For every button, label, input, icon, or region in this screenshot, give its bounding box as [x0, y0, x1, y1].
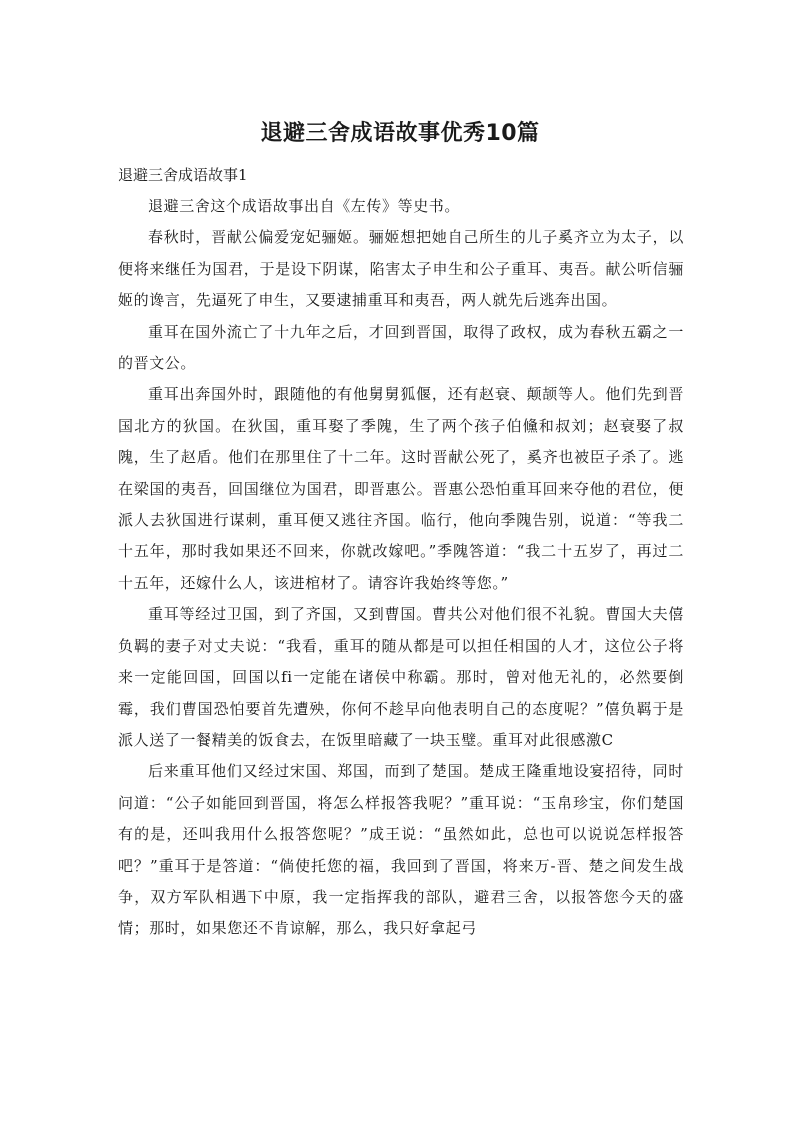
- section-heading: 退避三舍成语故事1: [118, 166, 248, 184]
- paragraph: 重耳等经过卫国，到了齐国，又到曹国。曹共公对他们很不礼貌。曹国大夫僖负羁的妻子对丈夫说：“我看，重耳的随从都是可以担任相国的人才，这位公子将来一定能回国，回国以fi一定能在诸侯中称霸。那时，曾对他无礼的，必然要倒霉，我们曹国恐怕要首先遭殃，你何不趁早向他表明自己的态度呢？”僖负羁于是派人送了一餐精美的饭食去，在饭里暗藏了一块玉璧。重耳对此很感激C: [118, 605, 684, 749]
- paragraph: 春秋时，晋献公偏爱宠妃骊姬。骊姬想把她自己所生的儿子奚齐立为太子，以便将来继任为国君，于是设下阴谋，陷害太子申生和公子重耳、夷吾。献公听信骊姬的谗言，先逼死了申生，又要逮捕重耳和夷吾，两人就先后逃奔出国。: [118, 228, 684, 310]
- document-title: 退避三舍成语故事优秀10篇: [260, 121, 540, 146]
- paragraph: 后来重耳他们又经过宋国、郑国，而到了楚国。楚成王隆重地设宴招待，同时问道：“公子如能回到晋国，将怎么样报答我呢？”重耳说：“玉帛珍宝，你们楚国有的是，还叫我用什么报答您呢？”成王说：“虽然如此，总也可以说说怎样报答吧？”重耳于是答道：“倘使托您的福，我回到了晋国，将来万-晋、楚之间发生战争，双方军队相遇下中原，我一定指挥我的部队，避君三舍，以报答您今天的盛情；那时，如果您还不肯谅解，那么，我只好拿起弓: [118, 762, 684, 938]
- paragraph: 退避三舍这个成语故事出自《左传》等史书。: [148, 197, 461, 215]
- paragraph: 重耳出奔国外时，跟随他的有他舅舅狐偃，还有赵衰、颠颉等人。他们先到晋国北方的狄国。在狄国，重耳娶了季隗，生了两个孩子伯儵和叔刘；赵衰娶了叔隗，生了赵盾。他们在那里住了十二年。这时晋献公死了，奚齐也被臣子杀了。逃在梁国的夷吾，回国继位为国君，即晋惠公。晋惠公恐怕重耳回来夺他的君位，便派人去狄国进行谋刺，重耳便又逃往齐国。临行，他向季隗告别，说道：“等我二十五年，那时我如果还不回来，你就改嫁吧。”季隗答道：“我二十五岁了，再过二十五年，还嫁什么人，该进棺材了。请容许我始终等您。”: [118, 385, 684, 592]
- paragraph: 重耳在国外流亡了十九年之后，才回到晋国，取得了政权，成为春秋五霸之一的晋文公。: [118, 322, 684, 373]
- document-body: [118, 191, 684, 945]
